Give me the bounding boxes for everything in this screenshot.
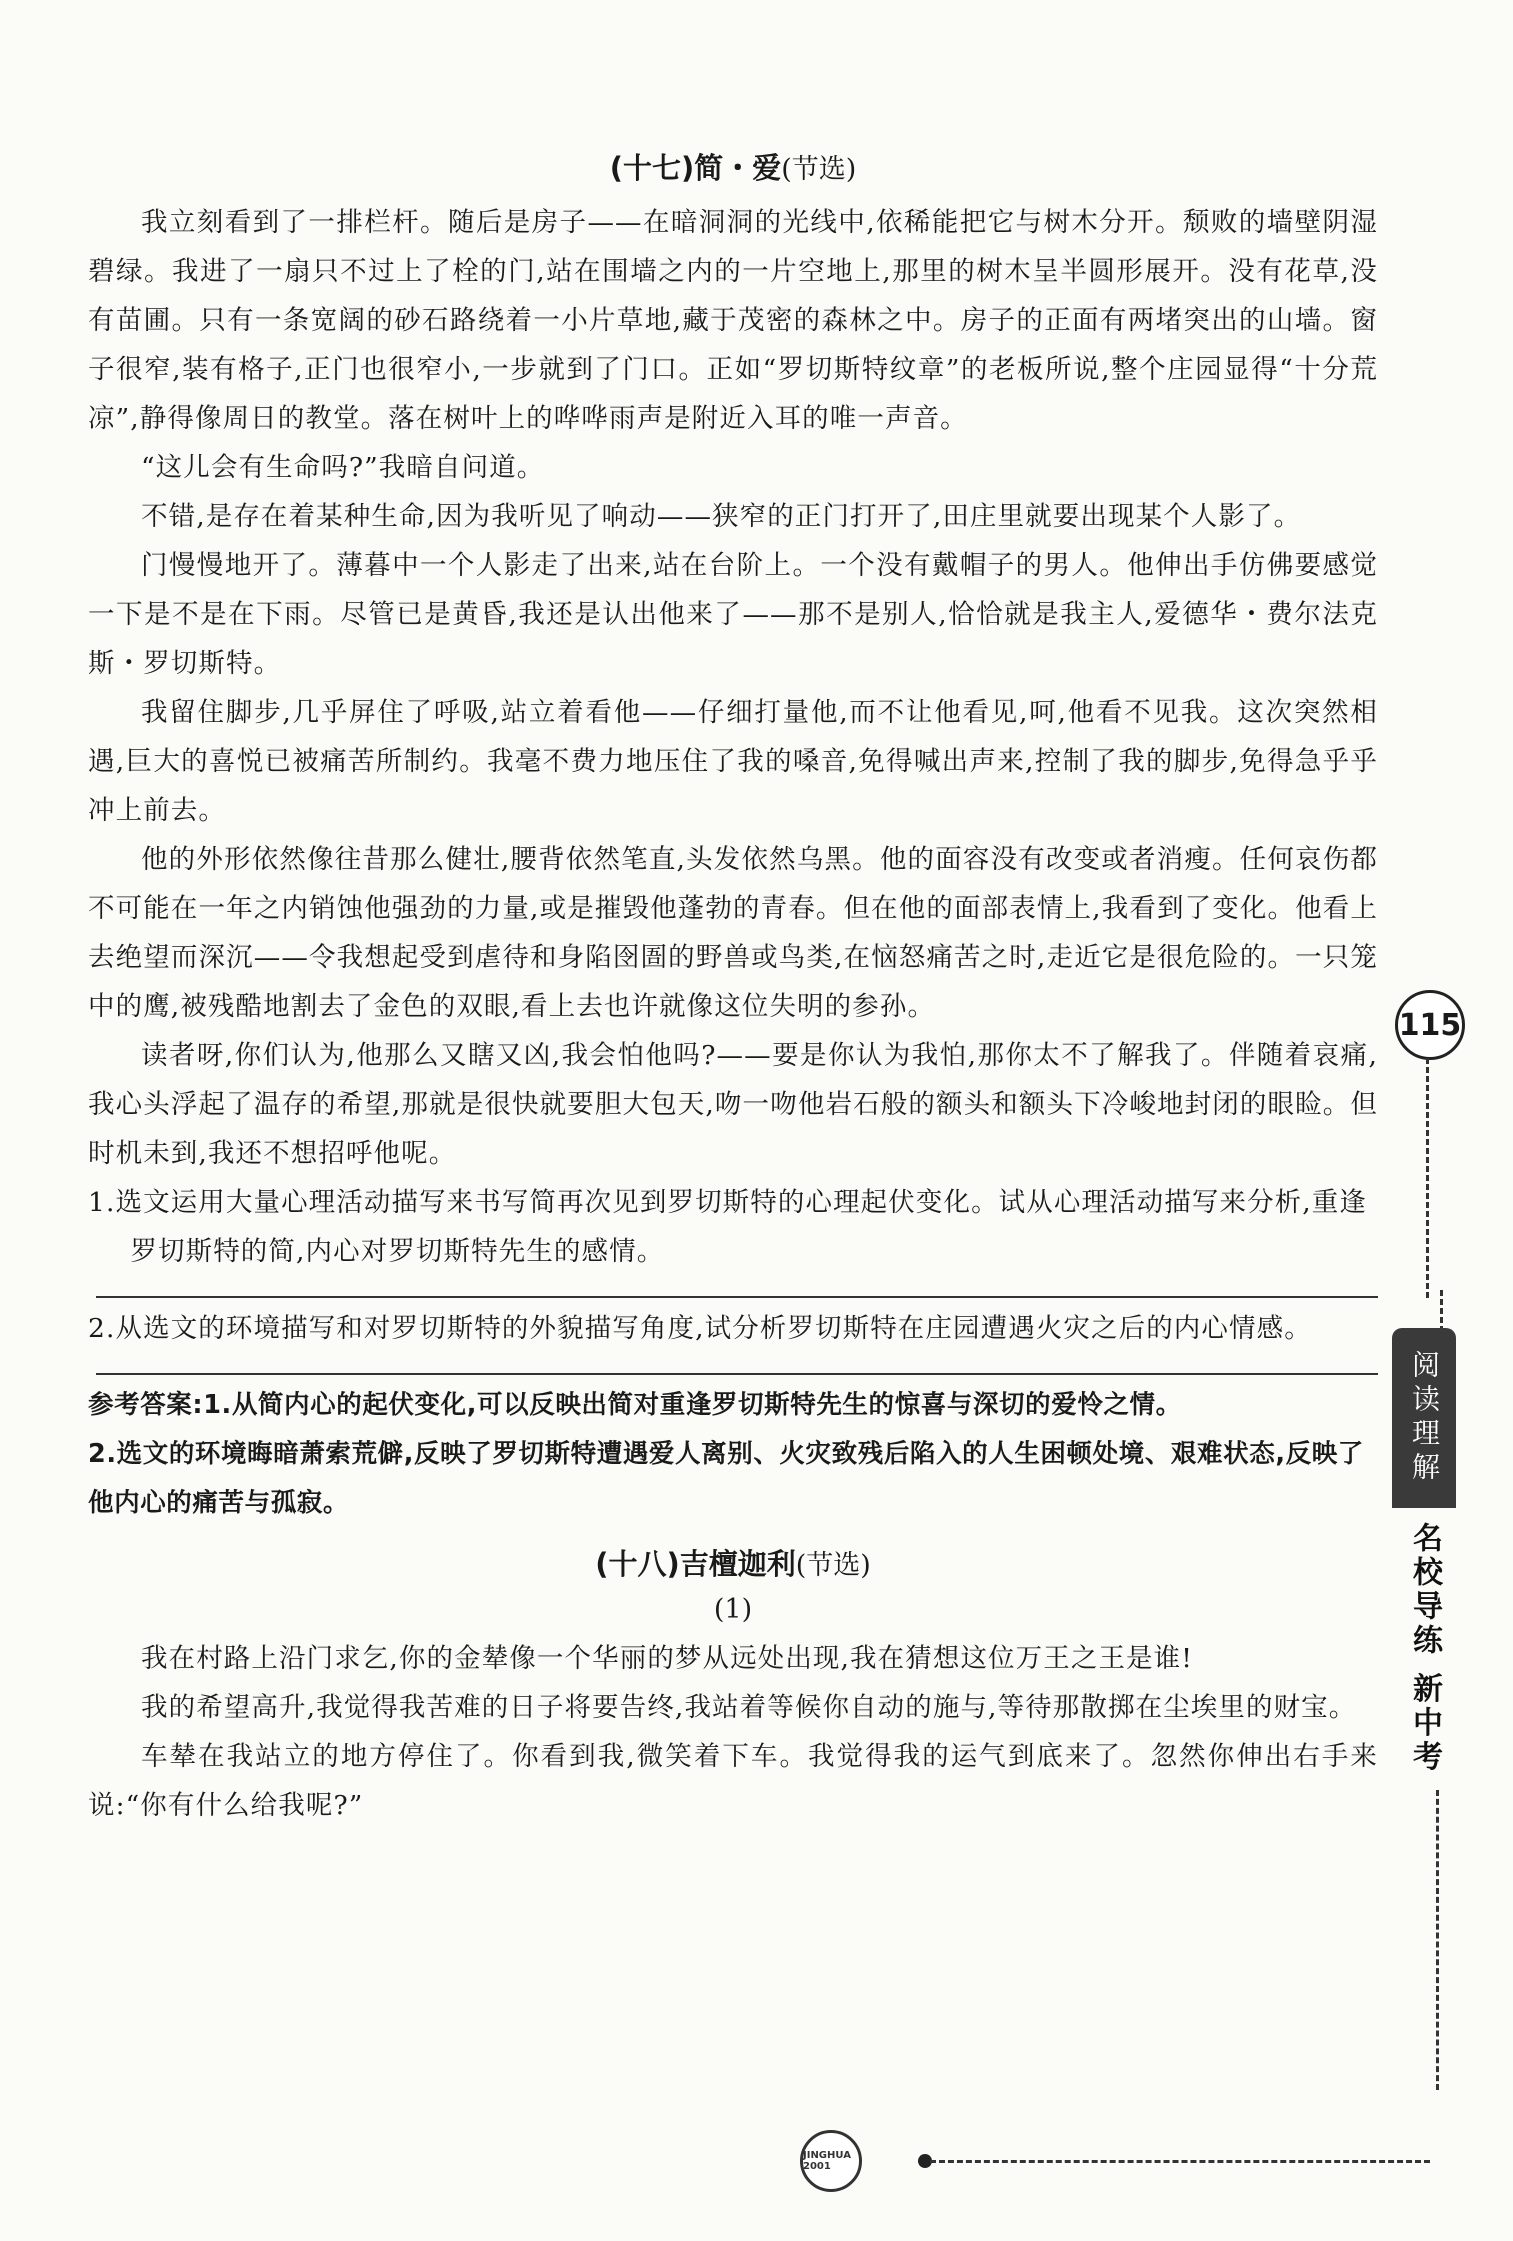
page-number: 115 [1395, 990, 1465, 1060]
section18-paragraph: 我在村路上沿门求乞,你的金辇像一个华丽的梦从远处出现,我在猜想这位万王之王是谁! [141, 1643, 1193, 1674]
section18-title-note: (节选) [795, 1550, 871, 1581]
section18-title-text: (十八)吉檀迦利 [595, 1547, 796, 1581]
publisher-logo-icon: JINGHUA 2001 [800, 2130, 862, 2192]
side-dash-divider [1436, 1790, 1439, 2090]
section18-title [88, 1544, 1378, 1586]
main-content [88, 148, 1378, 1830]
section17-title [88, 148, 1378, 190]
section18-subtitle: (1) [713, 1594, 753, 1625]
answer-line-2[interactable] [96, 1353, 1378, 1375]
section17-paragraph: 我立刻看到了一排栏杆。随后是房子——在暗洞洞的光线中,依稀能把它与树木分开。颓败的墙壁阴湿碧绿。我进了一扇只不过上了栓的门,站在围墙之内的一片空地上,那里的树木呈半圆形展开。没有花草,没有苗圃。只有一条宽阔的砂石路绕着一小片草地,藏于茂密的森林之中。房子的正面有两堵突出的山墙。窗子很窄,装有格子,正门也很窄小,一步就到了门口。正如“罗切斯特纹章”的老板所说,整个庄园显得“十分荒凉”,静得像周日的教堂。落在树叶上的哗哗雨声是附近入耳的唯一声音。 [88, 207, 1378, 434]
answer-line-1[interactable] [96, 1276, 1378, 1298]
question-2: 2.从选文的环境描写和对罗切斯特的外貌描写角度,试分析罗切斯特在庄园遭遇火灾之后的内心情感。 [88, 1313, 1312, 1344]
section17-paragraph: “这儿会有生命吗?”我暗自问道。 [141, 452, 545, 483]
footer-dash-line [930, 2160, 1430, 2163]
section17-title-text: (十七)简・爱 [609, 151, 782, 185]
section17-paragraph: 我留住脚步,几乎屏住了呼吸,站立着看他——仔细打量他,而不让他看见,呵,他看不见我。这次突然相遇,巨大的喜悦已被痛苦所制约。我毫不费力地压住了我的嗓音,免得喊出声来,控制了我的脚步,免得急乎乎冲上前去。 [88, 697, 1378, 826]
section17-paragraph: 他的外形依然像往昔那么健壮,腰背依然笔直,头发依然乌黑。他的面容没有改变或者消瘦。任何哀伤都不可能在一年之内销蚀他强劲的力量,或是摧毁他蓬勃的青春。但在他的面部表情上,我看到了变化。他看上去绝望而深沉——令我想起受到虐待和身陷囹圄的野兽或鸟类,在恼怒痛苦之时,走近它是很危险的。一只笼中的鹰,被残酷地割去了金色的双眼,看上去也许就像这位失明的参孙。 [88, 844, 1378, 1022]
section17-paragraph: 门慢慢地开了。薄暮中一个人影走了出来,站在台阶上。一个没有戴帽子的男人。他伸出手仿佛要感觉一下是不是在下雨。尽管已是黄昏,我还是认出他来了——那不是别人,恰恰就是我主人,爱德华・费尔法克斯・罗切斯特。 [88, 550, 1378, 679]
section18-paragraph: 车辇在我站立的地方停住了。你看到我,微笑着下车。我觉得我的运气到底来了。忽然你伸出右手来说:“你有什么给我呢?” [88, 1741, 1378, 1821]
section18-paragraph: 我的希望高升,我觉得我苦难的日子将要告终,我站着等候你自动的施与,等待那散掷在尘埃里的财宝。 [141, 1692, 1357, 1723]
section17-title-note: (节选) [781, 154, 857, 185]
question-1: 1.选文运用大量心理活动描写来书写简再次见到罗切斯特的心理起伏变化。试从心理活动描写来分析,重逢罗切斯特的简,内心对罗切斯特先生的感情。 [88, 1187, 1368, 1267]
section17-paragraph: 读者呀,你们认为,他那么又瞎又凶,我会怕他吗?——要是你认为我怕,那你太不了解我了。伴随着哀痛,我心头浮起了温存的希望,那就是很快就要胆大包天,吻一吻他岩石般的额头和额头下冷峻地封闭的眼睑。但时机未到,我还不想招呼他呢。 [88, 1040, 1378, 1169]
side-tab-reading: 阅读理解 [1392, 1328, 1456, 1508]
section17-paragraph: 不错,是存在着某种生命,因为我听见了响动——狭窄的正门打开了,田庄里就要出现某个人影了。 [141, 501, 1302, 532]
reference-answer-1: 参考答案:1.从简内心的起伏变化,可以反映出简对重逢罗切斯特先生的惊喜与深切的爱怜之情。 [88, 1390, 1182, 1420]
side-dash-divider [1426, 1058, 1429, 1298]
side-brand: 名校导练 新中考 [1407, 1521, 1442, 1775]
reference-answer-2: 2.选文的环境晦暗萧索荒僻,反映了罗切斯特遭遇爱人离别、火灾致残后陷入的人生困顿处境、艰难状态,反映了他内心的痛苦与孤寂。 [88, 1439, 1364, 1518]
